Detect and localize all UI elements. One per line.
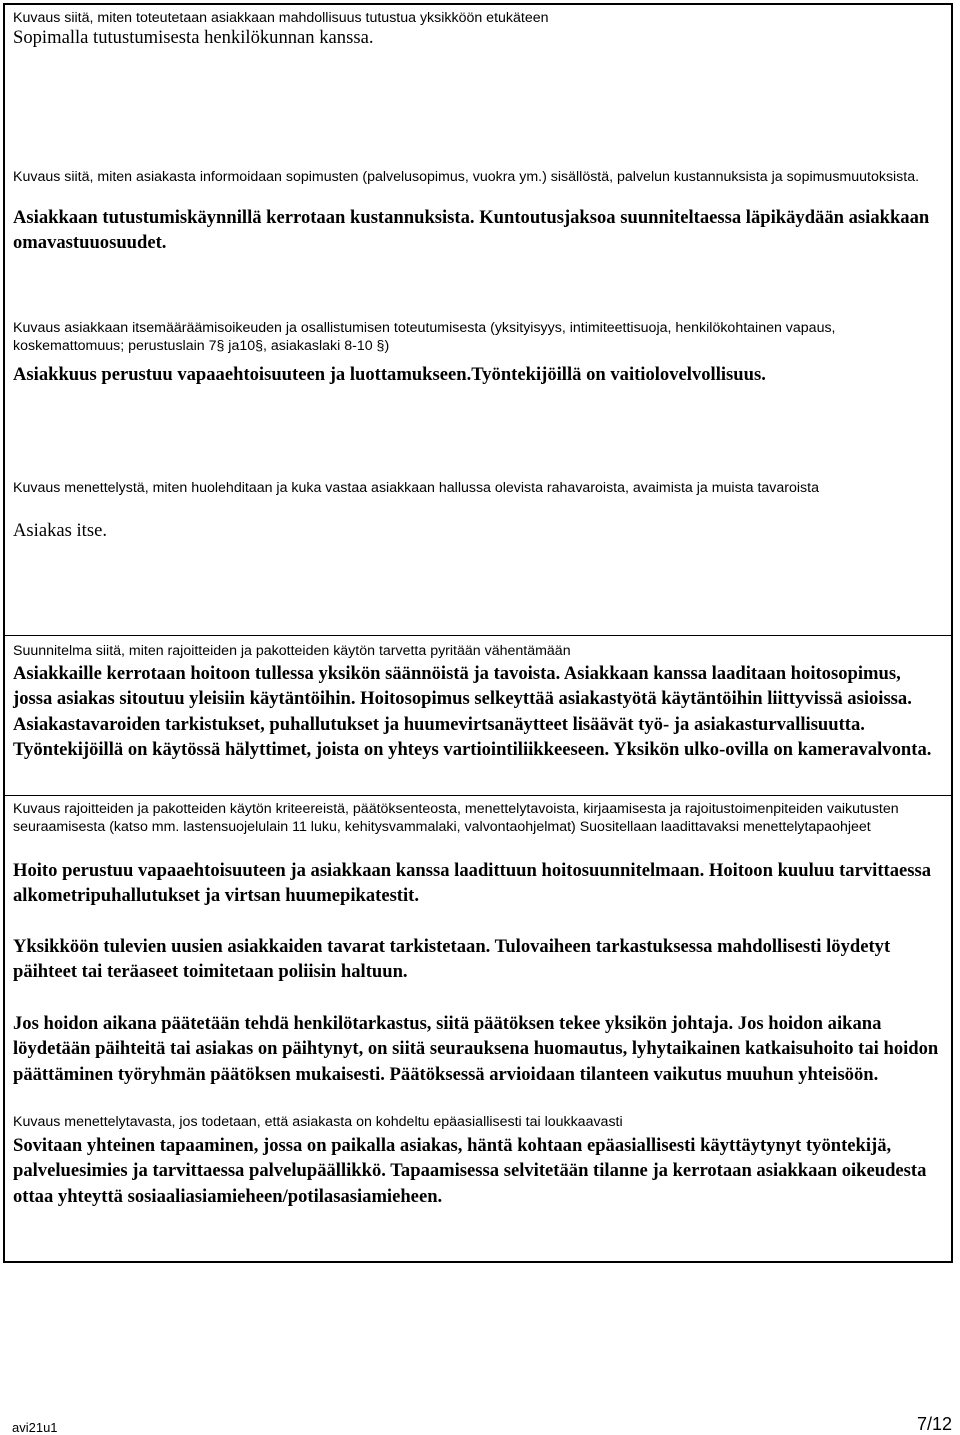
question-belongings: Kuvaus menettelystä, miten huolehditaan ja kuka vastaa asiakkaan hallussa olevista rahavaroista, avaimista ja muista tavaroista [13,480,819,496]
question-restraint-criteria: Kuvaus rajoitteiden ja pakotteiden käytön kriteereistä, päätöksenteosta, menettelytavoista, kirjaamisesta ja rajoitustoimenpiteiden vaikutusten seuraamisesta (katso mm. lastensuojelulain 11 luku, kehitysvammalaki, valvontaohjelmat) Suositellaan laadittavaksi menettelytapaohjeet [13,801,899,835]
answer-visit: Sopimalla tutustumisesta henkilökunnan kanssa. [13,27,374,48]
answer-self-determination: Asiakkuus perustuu vapaaehtoisuuteen ja luottamukseen.Työntekijöillä on vaitiolovelvollisuus. [13,364,766,385]
section-self-determination [5,315,951,475]
answer-restraint-criteria-1: Hoito perustuu vapaaehtoisuuteen ja asiakkaan kanssa laadittuun hoitosuunnitelmaan. Hoitoon kuuluu tarvittaessa alkometripuhallutukset ja virtsan huumepikatestit. [13,860,932,907]
question-contracts: Kuvaus siitä, miten asiakasta informoidaan sopimusten (palvelusopimus, vuokra ym.) sisällöstä, palvelun kustannuksista ja sopimusmuutoksista. [13,169,920,185]
answer-restraint-criteria-3: Jos hoidon aikana päätetään tehdä henkilötarkastus, siitä päätöksen tekee yksikön johtaja. Jos hoidon aikana löydetään päihteitä tai asiakas on päihtynyt, on siitä seurauksena huomautus, lyhytaikainen katkaisuhoito tai hoidon päättäminen työryhmän päätöksen mukaisesti. Päätöksessä arvioidaan tilanteen vaikutus muuhun yhteisöön. [13,1013,939,1085]
section-visit [5,5,951,165]
section-restraint-reduction [5,635,951,796]
answer-mistreatment: Sovitaan yhteinen tapaaminen, jossa on paikalla asiakas, häntä kohtaan epäasiallisesti käyttäytynyt työntekijä, palveluesimies ja tarvittaessa palvelupäällikkö. Tapaamisessa selvitetään tilanne ja kerrotaan asiakkaan oikeudesta ottaa yhteyttä sosiaaliasiamieheen/potilasasiamieheen. [13,1135,927,1207]
answer-restraint-criteria-2: Yksikköön tulevien uusien asiakkaiden tavarat tarkistetaan. Tulovaiheen tarkastuksessa mahdollisesti löydetyt päihteet tai teräaseet toimitetaan poliisin haltuun. [13,936,891,983]
section-restraint-criteria [5,795,951,1114]
answer-belongings: Asiakas itse. [13,520,107,541]
question-restraint-reduction: Suunnitelma siitä, miten rajoitteiden ja pakotteiden käytön tarvetta pyritään vähentämään [13,643,571,659]
answer-contracts: Asiakkaan tutustumiskäynnillä kerrotaan kustannuksista. Kuntoutusjaksoa suunniteltaessa läpikäydään asiakkaan omavastuuosuudet. [13,207,930,254]
section-mistreatment [5,1113,951,1263]
section-contracts [5,165,951,315]
document-code: avi21u1 [12,1420,58,1435]
page-number: 7/12 [916,1414,952,1434]
form-sheet [3,3,953,1263]
section-belongings [5,475,951,635]
question-self-determination: Kuvaus asiakkaan itsemääräämisoikeuden ja osallistumisen toteutumisesta (yksityisyys, intimiteettisuoja, henkilökohtainen vapaus, koskemattomuus; perustuslain 7§ ja10§, asiakaslaki 8-10 §) [13,320,836,354]
answer-restraint-reduction: Asiakkaille kerrotaan hoitoon tullessa yksikön säännöistä ja tavoista. Asiakkaan kanssa laaditaan hoitosopimus, jossa asiakas sitoutuu yleisiin käytäntöihin. Hoitosopimus selkeyttää asiakastyötä käytäntöihin liittyvissä asioissa. Asiakastavaroiden tarkistukset, puhallutukset ja huumevirtsanäytteet lisäävät työ- ja asiakasturvallisuutta. Työntekijöillä on käytössä hälyttimet, joista on yhteys vartiointiliikkeeseen. Yksikön ulko-ovilla on kameravalvonta. [13,663,932,761]
question-visit: Kuvaus siitä, miten toteutetaan asiakkaan mahdollisuus tutustua yksikköön etukäteen [13,10,549,26]
question-mistreatment: Kuvaus menettelytavasta, jos todetaan, että asiakasta on kohdeltu epäasiallisesti tai loukkaavasti [13,1114,623,1130]
